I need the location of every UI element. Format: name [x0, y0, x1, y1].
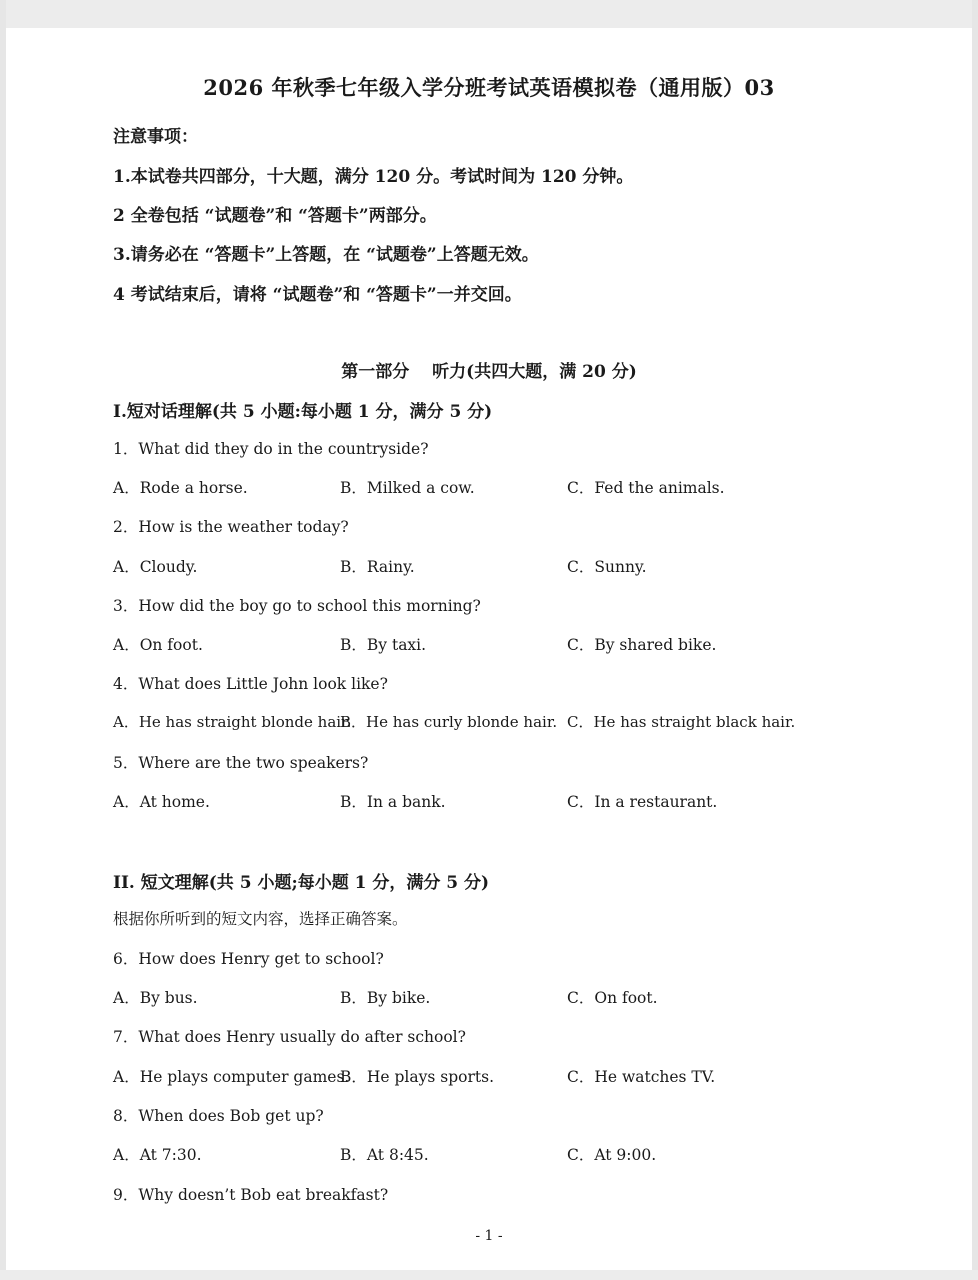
question-3: 3．How did the boy go to school this morning?: [113, 597, 481, 615]
notice-heading: 注意事项：: [113, 127, 198, 147]
notice-item-2: 2 全卷包括 “试题卷”和 “答题卡”两部分。: [113, 206, 437, 226]
q3-option-a: A．On foot.: [113, 636, 203, 654]
question-2: 2．How is the weather today?: [113, 518, 349, 536]
q7-option-c: C．He watches TV.: [567, 1068, 716, 1086]
q1-option-a: A．Rode a horse.: [113, 479, 248, 497]
viewer-top-bar: [0, 0, 978, 28]
q4-option-b: B．He has curly blonde hair.: [340, 713, 558, 731]
exam-title: 2026 年秋季七年级入学分班考试英语模拟卷（通用版）03: [203, 75, 775, 100]
q6-option-a: A．By bus.: [113, 989, 198, 1007]
viewer-bottom-edge: [0, 1270, 978, 1280]
section2-instruction: 根据你所听到的短文内容，选择正确答案。: [113, 910, 408, 928]
notice-item-4: 4 考试结束后，请将 “试题卷”和 “答题卡”一并交回。: [113, 285, 522, 305]
q5-option-c: C．In a restaurant.: [567, 793, 718, 811]
q8-option-c: C．At 9:00.: [567, 1146, 657, 1164]
q6-option-c: C．On foot.: [567, 989, 658, 1007]
q5-option-a: A．At home.: [113, 793, 210, 811]
q3-option-c: C．By shared bike.: [567, 636, 717, 654]
question-6: 6．How does Henry get to school?: [113, 950, 384, 968]
q8-option-a: A．At 7:30.: [113, 1146, 202, 1164]
part1-title: 第一部分 听力(共四大题，满 20 分): [341, 362, 637, 382]
q8-option-b: B．At 8:45.: [340, 1146, 429, 1164]
question-9: 9．Why doesn’t Bob eat breakfast?: [113, 1186, 389, 1204]
q4-option-c: C．He has straight black hair.: [567, 713, 796, 731]
notice-item-3: 3.请务必在 “答题卡”上答题，在 “试题卷”上答题无效。: [113, 245, 539, 265]
section2-heading: II. 短文理解(共 5 小题;每小题 1 分，满分 5 分): [113, 873, 490, 893]
notice-item-1: 1.本试卷共四部分，十大题，满分 120 分。考试时间为 120 分钟。: [113, 167, 634, 187]
q2-option-b: B．Rainy.: [340, 558, 415, 576]
question-5: 5．Where are the two speakers?: [113, 754, 369, 772]
q6-option-b: B．By bike.: [340, 989, 431, 1007]
question-7: 7．What does Henry usually do after school?: [113, 1028, 466, 1046]
q3-option-b: B．By taxi.: [340, 636, 427, 654]
question-1: 1．What did they do in the countryside?: [113, 440, 429, 458]
q1-option-c: C．Fed the animals.: [567, 479, 725, 497]
section1-heading: I.短对话理解(共 5 小题:每小题 1 分，满分 5 分): [113, 402, 493, 422]
q5-option-b: B．In a bank.: [340, 793, 446, 811]
viewer-right-edge: [972, 0, 978, 1280]
page-number: - 1 -: [475, 1228, 503, 1244]
q4-option-a: A．He has straight blonde hair.: [113, 713, 352, 731]
q1-option-b: B．Milked a cow.: [340, 479, 475, 497]
question-8: 8．When does Bob get up?: [113, 1107, 324, 1125]
question-4: 4．What does Little John look like?: [113, 675, 388, 693]
q2-option-a: A．Cloudy.: [113, 558, 198, 576]
q7-option-a: A．He plays computer games.: [113, 1068, 350, 1086]
q2-option-c: C．Sunny.: [567, 558, 647, 576]
q7-option-b: B．He plays sports.: [340, 1068, 494, 1086]
